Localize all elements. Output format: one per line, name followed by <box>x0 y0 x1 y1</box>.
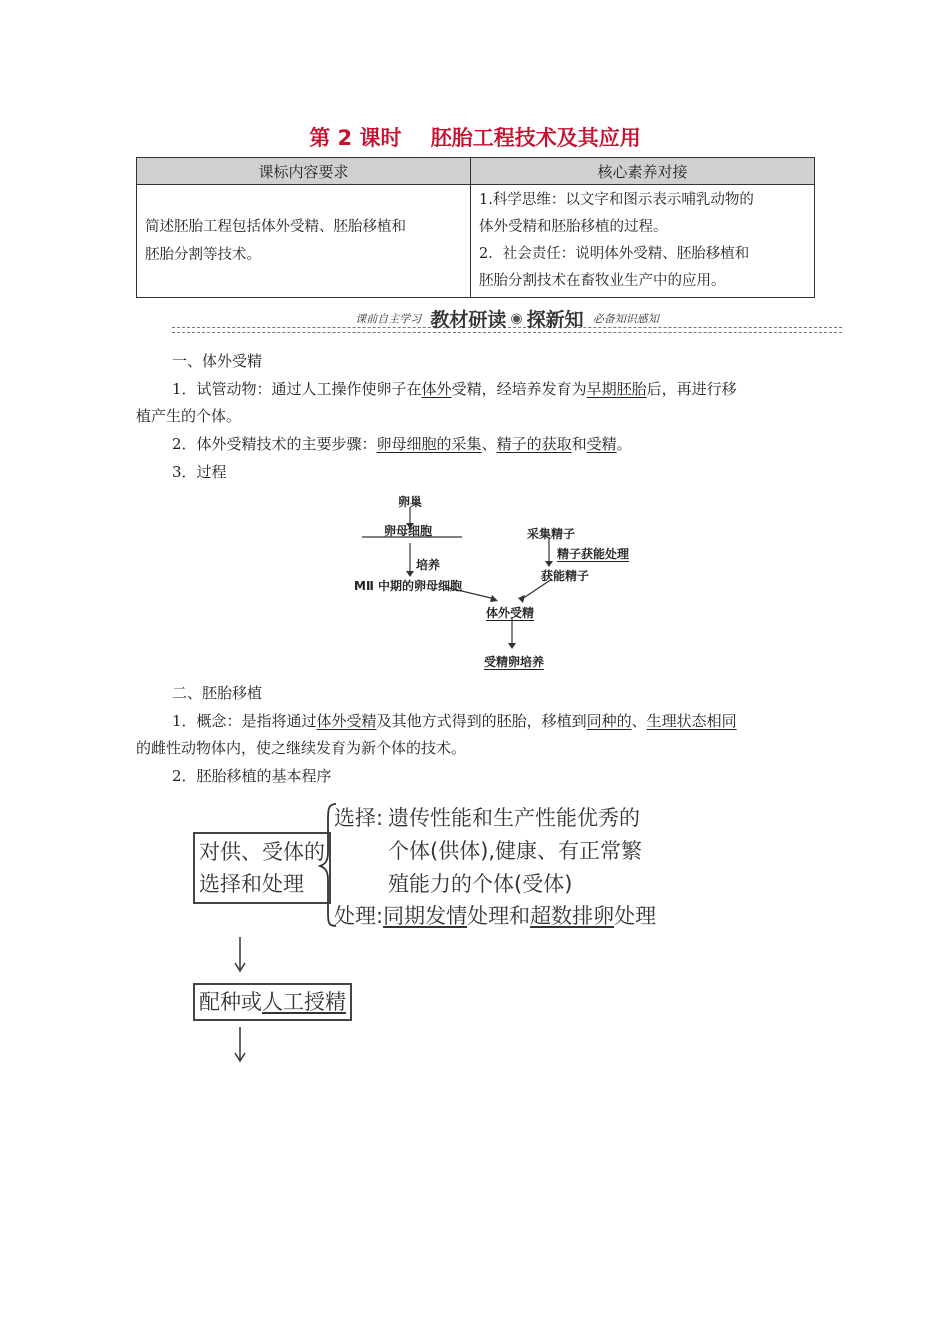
flow-node-mii-oocyte: MⅡ 中期的卵母细胞 <box>354 579 463 593</box>
text: 1．概念：是指将通过 <box>172 712 317 730</box>
s2-paragraph1-cont: 的雌性动物体内，使之继续发育为新个体的技术。 <box>136 739 467 757</box>
selection-line-3: 殖能力的个体(受体) <box>388 872 573 896</box>
s1-paragraph1-cont: 植产生的个体。 <box>136 407 242 425</box>
answer: 生理状态相同 <box>646 712 737 730</box>
s1-paragraph2 <box>172 431 632 458</box>
cell-line: 1.科学思维：以文字和图示表示哺乳动物的 <box>479 192 754 208</box>
answer: 体外受精 <box>316 712 377 730</box>
text: 后，再进行移 <box>646 380 737 398</box>
flow-node-ivf: 体外受精 <box>486 606 535 620</box>
box-line: 对供、受体的 <box>199 840 325 864</box>
table-cell-left <box>137 185 471 298</box>
cell-line: 胚胎分割技术在畜牧业生产中的应用。 <box>479 273 726 289</box>
s1-paragraph1 <box>172 376 737 403</box>
answer: 受精 <box>586 435 617 453</box>
donor-recipient-box <box>193 832 331 904</box>
mating-box <box>193 983 352 1021</box>
text: 和 <box>571 435 587 453</box>
section-banner <box>172 303 842 333</box>
text: 2．体外受精技术的主要步骤： <box>172 435 377 453</box>
flow-node-collect-sperm: 采集精子 <box>527 527 576 541</box>
cell-line: 胚胎分割等技术。 <box>145 247 261 263</box>
flow-node-capacitated-sperm: 获能精子 <box>541 569 590 583</box>
text: 1．试管动物：通过人工操作使卵子在 <box>172 380 422 398</box>
standards-table <box>136 157 815 298</box>
table-header-left: 课标内容要求 <box>137 158 471 185</box>
answer: 精子的获取 <box>496 435 572 453</box>
arrow-down-icon <box>230 1025 250 1065</box>
text: 处理和 <box>467 904 531 928</box>
flow-node-oocyte: 卵母细胞 <box>384 524 433 538</box>
answer: 同种的 <box>586 712 632 730</box>
table-cell-right <box>471 185 815 298</box>
processing-row <box>334 900 656 930</box>
flow-node-zygote-culture: 受精卵培养 <box>484 655 545 669</box>
text: 、 <box>631 712 647 730</box>
s1-paragraph3: 3．过程 <box>172 463 227 481</box>
answer: 超数排卵 <box>530 904 615 928</box>
banner-left: 课前自主学习 <box>355 312 422 326</box>
answer: 早期胚胎 <box>586 380 647 398</box>
selection-line-2: 个体(供体),健康、有正常繁 <box>388 839 643 863</box>
text: 、 <box>481 435 497 453</box>
section1-heading: 一、体外受精 <box>172 352 263 370</box>
selection-label: 选择: <box>334 806 384 830</box>
banner-main1: 教材研读 <box>430 309 507 331</box>
banner-main2: 探新知 <box>526 309 584 331</box>
answer: 人工授精 <box>262 990 346 1014</box>
text: 。 <box>616 435 632 453</box>
answer: 卵母细胞的采集 <box>376 435 482 453</box>
arrow-down-icon <box>230 935 250 975</box>
cell-line: 简述胚胎工程包括体外受精、胚胎移植和 <box>145 219 406 235</box>
processing-label: 处理: <box>334 904 384 928</box>
s2-paragraph2: 2．胚胎移植的基本程序 <box>172 767 332 785</box>
box-line: 选择和处理 <box>199 872 304 896</box>
cell-line: 2．社会责任：说明体外受精、胚胎移植和 <box>479 246 750 262</box>
flow-edge-culture: 培养 <box>416 558 441 572</box>
text: 受精，经培养发育为 <box>451 380 587 398</box>
table-header-right: 核心素养对接 <box>471 158 815 185</box>
double-chevron-icon: ◉ <box>510 310 523 327</box>
selection-line-1: 遗传性能和生产性能优秀的 <box>388 806 640 830</box>
text: 及其他方式得到的胚胎，移植到 <box>376 712 587 730</box>
banner-right: 必备知识感知 <box>592 312 659 326</box>
text: 配种或 <box>199 990 262 1014</box>
text: 处理 <box>614 904 657 928</box>
answer: 同期发情 <box>383 904 468 928</box>
flow-edge-capacitation: 精子获能处理 <box>557 547 630 561</box>
answer: 体外 <box>421 380 452 398</box>
cell-line: 体外受精和胚胎移植的过程。 <box>479 219 668 235</box>
section2-heading: 二、胚胎移植 <box>172 684 263 702</box>
flow-node-ovary: 卵巢 <box>398 495 423 509</box>
s2-paragraph1 <box>172 708 737 735</box>
page-title: 第 2 课时 胚胎工程技术及其应用 <box>309 126 641 150</box>
